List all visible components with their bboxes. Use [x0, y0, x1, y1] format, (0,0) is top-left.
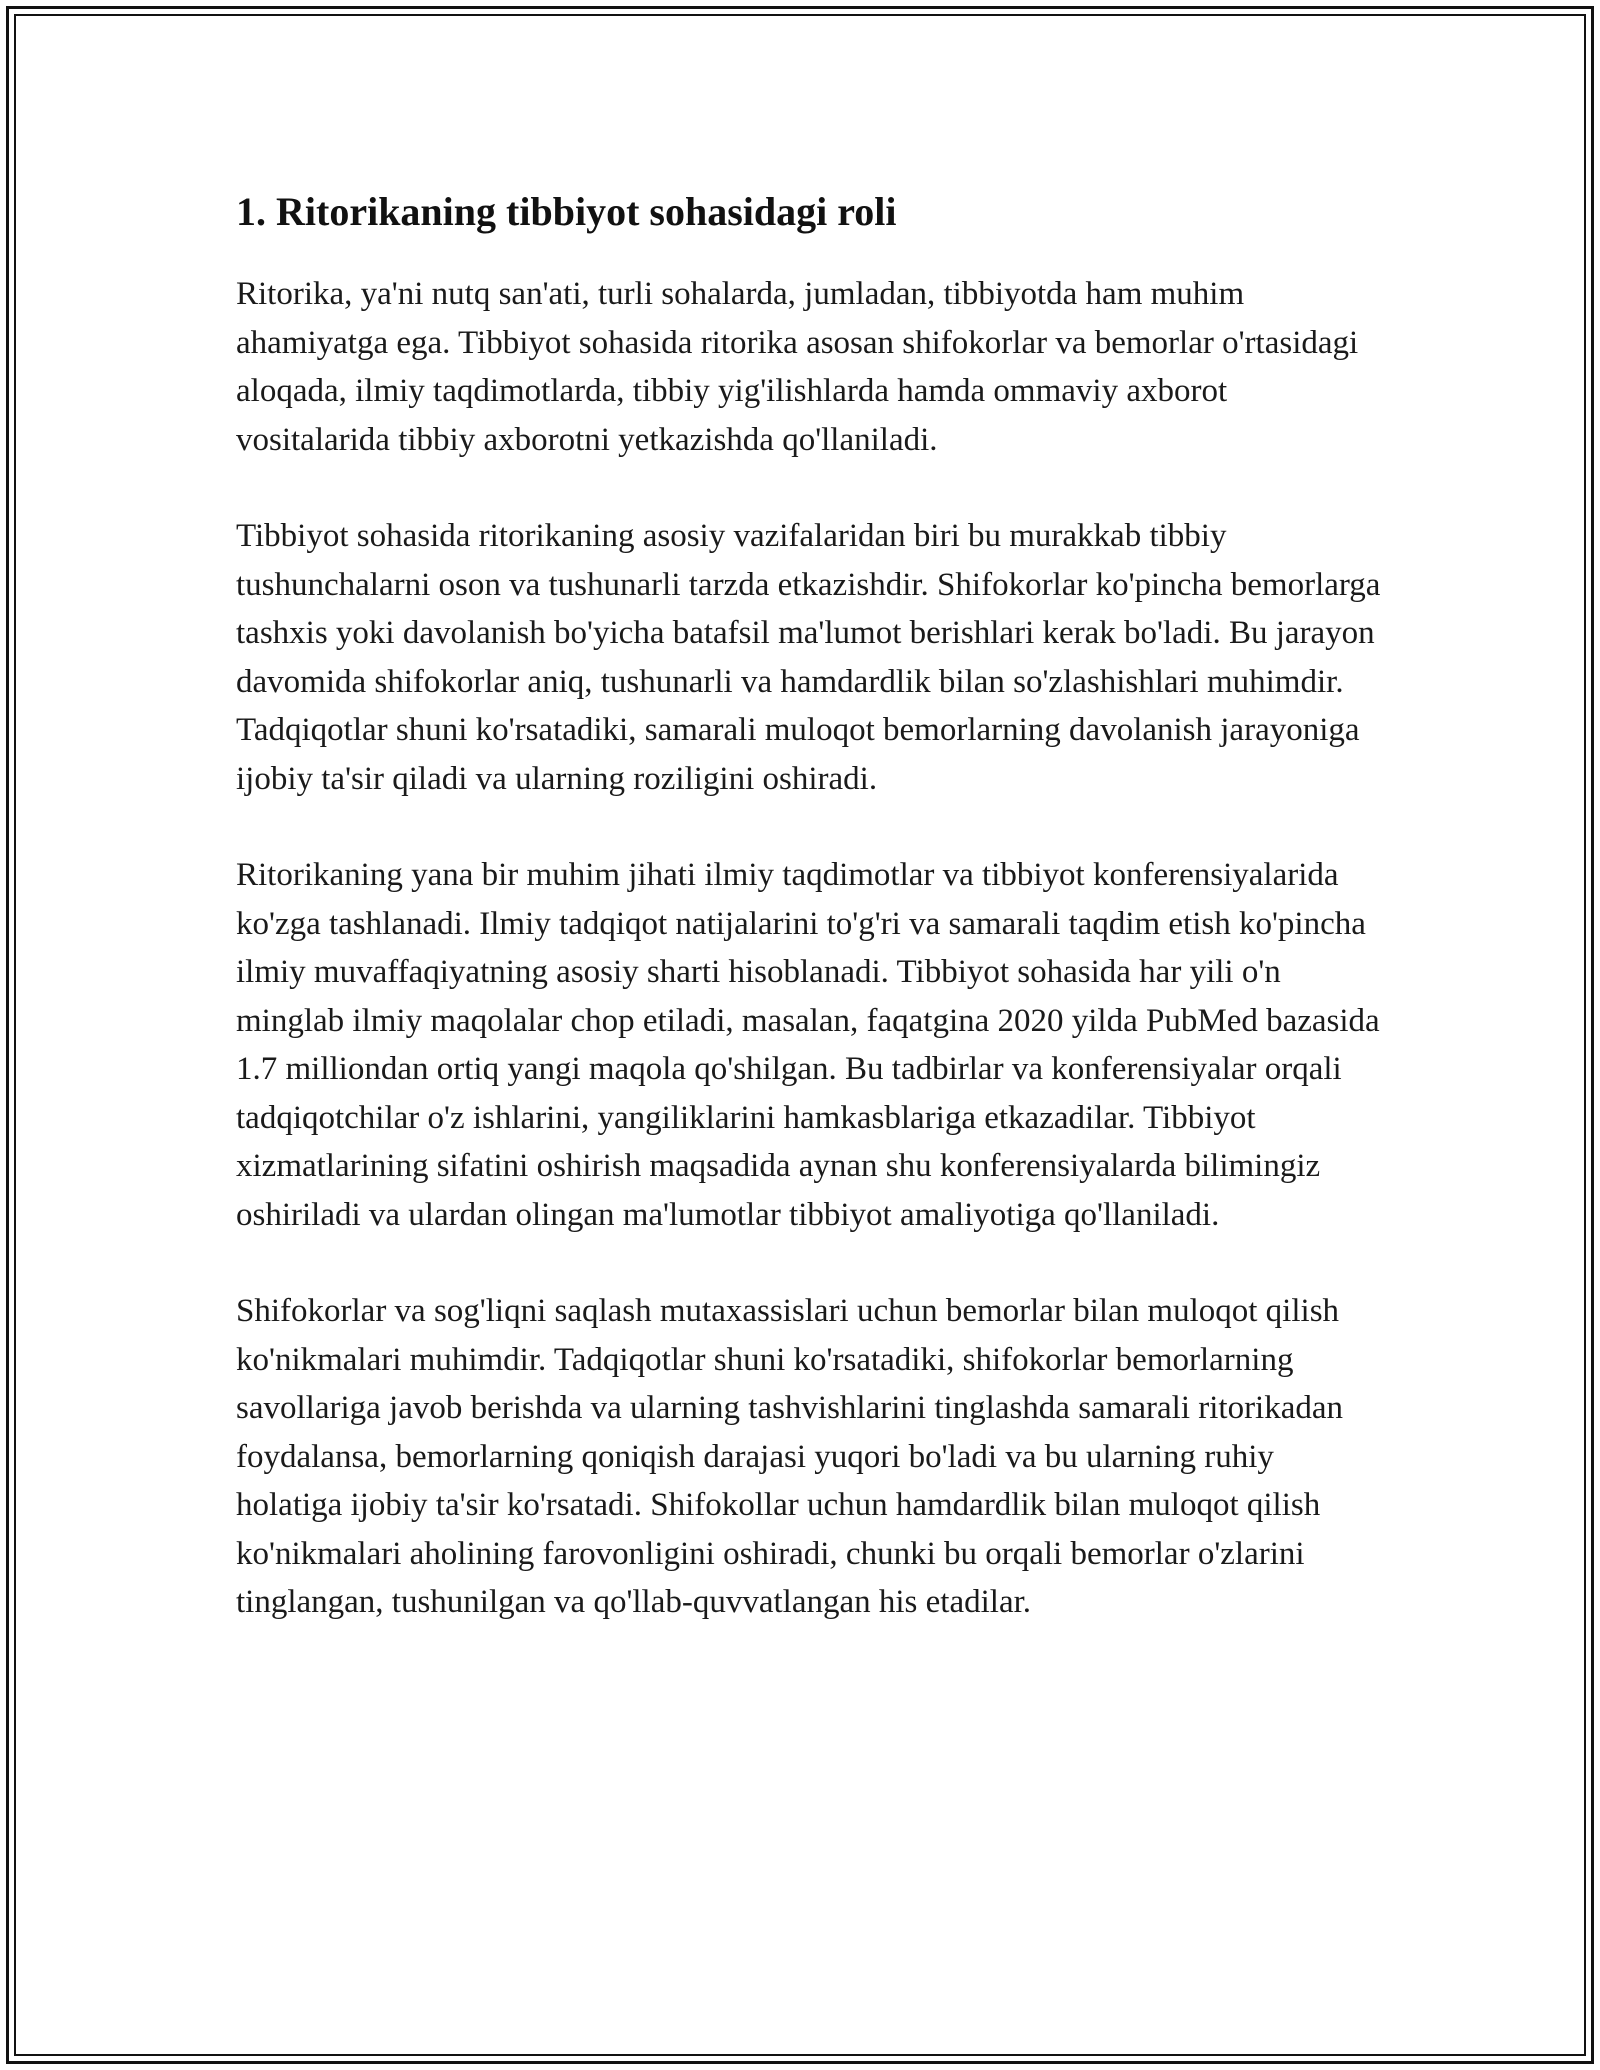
- document-body: [236, 184, 1386, 1675]
- paragraph-patient-communication: Shifokorlar va sog'liqni saqlash mutaxassislari uchun bemorlar bilan muloqot qilish ko'nikmalari muhimdir. Tadqiqotlar shuni ko'rsatadiki, shifokorlar bemorlarning savollariga javob berishda va ularning tashvishlarini tinglashda samarali ritorikadan foydalansa, bemorlarning qoniqish darajasi yuqori bo'ladi va bu ularning ruhiy holatiga ijobiy ta'sir ko'rsatadi. Shifokollar uchun hamdardlik bilan muloqot qilish ko'nikmalari aholining farovonligini oshiradi, chunki bu orqali bemorlar o'zlarini tinglangan, tushunilgan va qo'llab-quvvatlangan his etadilar.: [236, 1293, 1344, 1620]
- paragraph-intro: Ritorika, ya'ni nutq san'ati, turli sohalarda, jumladan, tibbiyotda ham muhim ahamiyatga ega. Tibbiyot sohasida ritorika asosan shifokorlar va bemorlar o'rtasidagi aloqada, ilmiy taqdimotlarda, tibbiy yig'ilishlarda hamda ommaviy axborot vositalarida tibbiy axborotni yetkazishda qo'llaniladi.: [236, 276, 1359, 458]
- paragraph-communication: Tibbiyot sohasida ritorikaning asosiy vazifalaridan biri bu murakkab tibbiy tushunchalarni oson va tushunarli tarzda etkazishdir. Shifokorlar ko'pincha bemorlarga tashxis yoki davolanish bo'yicha batafsil ma'lumot berishlari kerak bo'ladi. Bu jarayon davomida shifokorlar aniq, tushunarli va hamdardlik bilan so'zlashishlari muhimdir. Tadqiqotlar shuni ko'rsatadiki, samarali muloqot bemorlarning davolanish jarayoniga ijobiy ta'sir qiladi va ularning roziligini oshiradi.: [236, 518, 1381, 797]
- paragraph-scientific-presentations: Ritorikaning yana bir muhim jihati ilmiy taqdimotlar va tibbiyot konferensiyalarida ko'zga tashlanadi. Ilmiy tadqiqot natijalarini to'g'ri va samarali taqdim etish ko'pincha ilmiy muvaffaqiyatning asosiy sharti hisoblanadi. Tibbiyot sohasida har yili o'n minglab ilmiy maqolalar chop etiladi, masalan, faqatgina 2020 yilda PubMed bazasida 1.7 milliondan ortiq yangi maqola qo'shilgan. Bu tadbirlar va konferensiyalar orqali tadqiqotchilar o'z ishlarini, yangiliklarini hamkasblariga etkazadilar. Tibbiyot xizmatlarining sifatini oshirish maqsadida aynan shu konferensiyalarda bilimingiz oshiriladi va ulardan olingan ma'lumotlar tibbiyot amaliyotiga qo'llaniladi.: [236, 857, 1380, 1233]
- section-title: 1. Ritorikaning tibbiyot sohasidagi roli: [236, 189, 897, 234]
